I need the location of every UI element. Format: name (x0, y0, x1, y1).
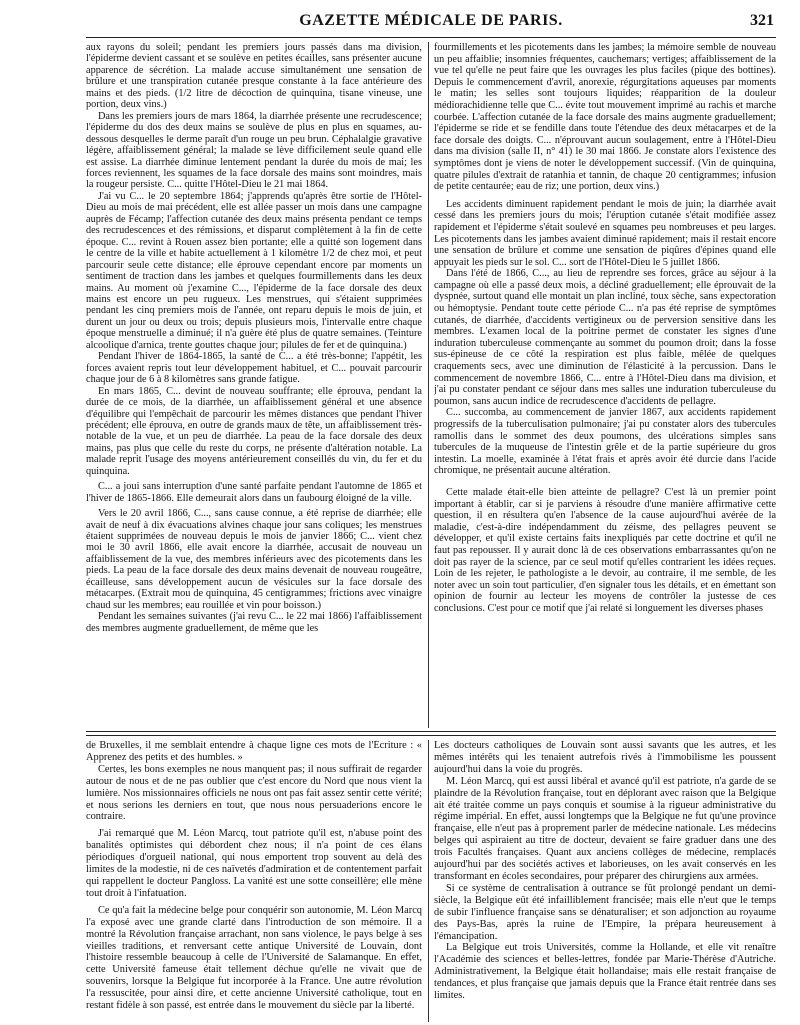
paragraph: Pendant les semaines suivantes (j'ai revu C... le 22 mai 1866) l'affaiblissement des membres augmente graduellement, de même que les (86, 611, 422, 634)
paragraph: Les accidents diminuent rapidement pendant le mois de juin; la diarrhée avait cessé dans les premiers jours du mois; l'éruption cutanée s'était modifiée assez rapidement et l'épiderme s'était soulevé en squames peu nombreuses et peu larges. Les picotements dans les jambes avaient diminué rapidement; mais il restait encore une sensation de brûlure et comme une sensation de piqûres d'épines quand elle appuyait les pieds sur le sol. C... sort de l'Hôtel-Dieu le 5 juillet 1866. (434, 198, 776, 268)
paragraph: Certes, les bons exemples ne nous manquent pas; il nous suffirait de regarder autour de nous et de ne pas oublier que c'est encore du Nord que nous vient la lumière. Nos missionnaires officiels ne nous ont pas fait assez sentir cette vérité; et nous serions les derniers en tout, que nous nous persuaderions encore le contraire. (86, 763, 422, 823)
paragraph: Dans les premiers jours de mars 1864, la diarrhée présente une recrudescence; l'épiderme du dos des deux mains se soulève de plus en plus en squames, au-dessous desquelles le derme paraît d'un rouge un peu brun. Céphalalgie gravative légère, affaiblissement général; la malade se lève difficilement seule quand elle est assise. La diarrhée diminue lentement pendant la durée du mois de mai; les forces reviennent, les squames de la face dorsale des mains sont moindres, mais la rougeur persiste. C... quitte l'Hôtel-Dieu le 21 mai 1864. (86, 110, 422, 191)
newspaper-page (86, 0, 776, 1025)
page-number: 321 (750, 12, 774, 29)
paragraph: En mars 1865, C... devint de nouveau souffrante; elle éprouva, pendant la durée de ce mois, de la diarrhée, un affaiblissement général et une absence d'équilibre qui l'empêchait de parcourir les mêmes distances que pendant l'hiver précédent; elle éprouva, en outre de grands maux de tête, un affaiblissement très-notable de la vue, et un peu de diarrhée. La peau de la face dorsale des deux mains, pas plus que celle du reste du corps, ne présente d'altération notable. La malade reprit l'usage des moyens antérieurement conseillés du vin, du fer et du quinquina. (86, 385, 422, 477)
column-divider (428, 42, 429, 728)
header-rule (86, 37, 776, 38)
bottom-left-column (86, 740, 422, 1022)
paragraph: M. Léon Marcq, qui est aussi libéral et avancé qu'il est patriote, n'a garde de se plaindre de la Révolution française, tout en déplorant avec raison que la Belgique ait été traitée comme un pays conquis et soumise à la rigueur administrative du régime impérial. En effet, aussi longtemps que la Belgique ne fut qu'une province française, elle n'eut pas à proprement parler de médecine nationale. Les médecins belges qui aspiraient au titre de docteur, devaient se faire graduer dans une des trois Facultés françaises. Quant aux anciens collèges de médecine, remplacés aujourd'hui par des sociétés actives et laborieuses, on les avait conservés en les transformant en écoles secondaires, pour préparer des chirurgiens aux armées. (434, 775, 776, 882)
paragraph: Si ce système de centralisation à outrance se fût prolongé pendant un demi-siècle, la Belgique eût été infailliblement francisée; mais elle n'eut que le temps de subir l'influence française sans se dénaturaliser; et son adjonction au royaume des Pays-Bas, après la ruine de l'Empire, la prépara heureusement à l'émancipation. (434, 882, 776, 942)
paragraph: aux rayons du soleil; pendant les premiers jours passés dans ma division, l'épiderme devient cassant et se soulève en petites écailles, sans présenter aucune apparence de sécrétion. La malade accuse simultanément une sensation de brûlure et une transpiration cutanée presque constante à la face antérieure des mains et des pieds. (1/2 litre de décoction de quinquina, tisane vineuse, une portion, deux vins.) (86, 42, 422, 111)
paragraph: Dans l'été de 1866, C..., au lieu de reprendre ses forces, grâce au séjour à la campagne où elle a passé deux mois, a décliné graduellement; elle éprouvait de la dyspnée, surtout quand elle montait un plan incliné, toux sèche, sans expectoration ou hémoptysie. Pendant toute cette période C... n'a pas été reprise de symptômes cutanés, de diarrhée, d'accidents vertigineux ou de perversion sensitive dans les membres. L'examen local de la poitrine permet de constater les signes d'une induration tuberculeuse commençante au sommet du poumon droit; dans la fosse sus-épineuse de ce côté la respiration est plus faible, mêlée de quelques craquements secs, avec une diminution de l'élasticité à la percussion. Dans le commencement de novembre 1866, C... entre à l'Hôtel-Dieu dans ma division, et j'ai pu constater pendant ce séjour dans mes salles une induration tuberculeuse du poumon, sans aucun indice de recrudescence d'accidents de pellagre. (434, 268, 776, 407)
page-header (86, 10, 776, 32)
paragraph: La Belgique eut trois Universités, comme la Hollande, et elle vit renaître l'Académie des sciences et belles-lettres, fondée par Marie-Thérèse d'Autriche. Administrativement, la Belgique était hollandaise; mais elle restait française de tendances, et plus française que jamais depuis que la France était rentrée dans ses limites. (434, 942, 776, 1002)
paragraph: fourmillements et les picotements dans les jambes; la mémoire semble de nouveau un peu affaiblie; insomnies fréquentes, cauchemars; vertiges; affaiblissement de la vue tel qu'elle ne peut faire que les ouvrages les plus faciles (pique des bottines). Depuis le commencement d'avril, anorexie, régurgitations aqueuses par moments le matin; les selles sont toujours liquides; réapparition de la douleur médiorachidienne telle que C... évite tout mouvement imprimé au rachis et marche courbée. L'affection cutanée de la face dorsale des mains augmente graduellement; l'épiderme se ride et se fendille dans toute l'étendue des deux métacarpes et de la face dorsale des doigts. C... n'éprouvant aucun soulagement, entre à l'Hôtel-Dieu dans ma division (salle II, n° 41) le 30 mai 1866. Je constate alors l'existence des symptômes dont je viens de noter le développement successif. (Vin de quinquina, quatre pilules d'extrait de ratanhia et tannin, de chaque 20 centigrammes; infusion de petite centaurée; eau de riz; une portion, deux vins.) (434, 42, 776, 193)
paragraph: de Bruxelles, il me semblait entendre à chaque ligne ces mots de l'Écriture : « Apprenez des petits et des humbles. » (86, 740, 422, 763)
paragraph: Vers le 20 avril 1866, C..., sans cause connue, a été reprise de diarrhée; elle avait de neuf à dix évacuations alvines chaque jour sans coliques; les menstrues étaient supprimées de nouveau depuis le mois de janvier 1866; C... vient chez moi le 30 avril 1866, elle avait encore la diarrhée, accusait de nouveau un affaiblissement de la vue, des membres inférieurs avec des picotements dans les pieds. La peau de la face dorsale des deux mains devenait de nouveau rougeâtre, écailleuse, sans développement aucun de vésicules sur la face dorsale des métacarpes. (Extrait mou de quinquina, 45 centigrammes; frictions avec vinaigre chaud sur les membres; eau rouillée et vin pour boisson.) (86, 508, 422, 611)
paragraph: C... a joui sans interruption d'une santé parfaite pendant l'automne de 1865 et l'hiver de 1865-1866. Elle demeurait alors dans un faubourg éloigné de la ville. (86, 481, 422, 504)
paragraph: Pendant l'hiver de 1864-1865, la santé de C... a été très-bonne; l'appétit, les forces avaient repris tout leur développement habituel, et C... pouvait parcourir chaque jour de 6 à 8 kilomètres sans grande fatigue. (86, 351, 422, 386)
section-double-rule (86, 731, 776, 736)
paragraph: C... succomba, au commencement de janvier 1867, aux accidents rapidement progressifs de la tuberculisation pulmonaire; j'ai pu constater alors des tubercules ramollis dans le sommet des deux poumons, des ulcérations simples sans tubercules de la muqueuse de l'intestin grêle et de la partie supérieure du gros intestin. La moelle, examinée à l'état frais et après avoir été durcie dans l'acide chromique, ne présentait aucune altération. (434, 407, 776, 477)
paragraph: Les docteurs catholiques de Louvain sont aussi savants que les autres, et les mêmes intérêts qui les tenaient autrefois rivés à l'immobilisme les poussent aujourd'hui dans la voie du progrès. (434, 740, 776, 775)
top-right-column (434, 42, 776, 728)
top-left-column (86, 42, 422, 727)
bottom-right-column (434, 740, 776, 1022)
paragraph: J'ai vu C... le 20 septembre 1864; j'apprends qu'après être sortie de l'Hôtel-Dieu au mois de mai précédent, elle est allée passer un mois dans une campagne auprès de Fécamp; l'affection cutanée des deux mains présenta pendant ce temps des recrudescences et des rémissions, et disparut complètement à la fin de cette époque. C... revint à Rouen assez bien portante; elle a quitté son logement dans le centre de la ville et habite actuellement à 1 kilomètre 1/2 de chez moi, et peut parcourir seule cette distance; elle éprouve cependant encore par moments un sentiment de traction dans les jambes et quelques fourmillements dans les deux mains. Au moment où j'examine C..., l'épiderme de la face dorsale des deux mains est encore un peu rugueux. Les menstrues, qui s'étaient supprimées pendant les cinq premiers mois de l'année, ont reparu depuis le mois de juin, et durent un jour ou deux ou trois; depuis plusieurs mois, l'intervalle entre chaque époque menstruelle a diminué; il n'a guère été plus de quatre semaines. (Teinture alcoolique d'arnica, trente gouttes chaque jour; pilules de fer et de quinquina.) (86, 190, 422, 351)
bottom-column-divider (428, 740, 429, 1022)
paragraph: Cette malade était-elle bien atteinte de pellagre? C'est là un premier point important à établir, car si je parviens à résoudre d'une manière affirmative cette question, il en résultera qu'en l'absence de la cause aujourd'hui avérée de la maladie, c'est-à-dire indépendamment du zéisme, des pellagres peuvent se développer, et qu'il existe certains faits inexpliqués par cette doctrine et qu'il ne faut pas repousser. Il y aurait donc là de ces observations embarrassantes qu'on ne doit pas rayer de la science, par ce seul motif qu'elles contrarient les idées reçues. Loin de les rejeter, le pathologiste a le devoir, au contraire, il me semble, de les noter avec un soin tout particulier, d'en signaler tous les détails, et en émettant son opinion de fournir au lecteur les moyens de contrôler la justesse de ces conclusions. C'est pour ce motif que j'ai relaté si longuement les diverses phases (434, 486, 776, 614)
journal-title: GAZETTE MÉDICALE DE PARIS. (299, 12, 563, 29)
paragraph: J'ai remarqué que M. Léon Marcq, tout patriote qu'il est, n'abuse point des banalités optimistes qui débordent chez nous; il n'a point de ces élans périodiques d'orgueil national, qui nous emportent trop souvent au delà des limites de la modestie, ni de ces naïvetés d'admiration et de contentement parfait qui rappellent le docteur Pangloss. La vanité est une sotte conseillère; elle mène tout droit à l'infatuation. (86, 828, 422, 899)
paragraph: Ce qu'a fait la médecine belge pour conquérir son autonomie, M. Léon Marcq l'a exposé avec une grande clarté dans l'introduction de son mémoire. Il a montré la Révolution française arrachant, non sans violence, le pays belge à ses vieilles traditions, et renversant cette antique Université de Louvain, dont l'histoire ressemble beaucoup à celle de l'Université de Salamanque. En effet, cette Université fameuse était tellement déchue qu'elle ne vivait que de souvenirs, lorsque la Belgique fut incorporée à la France. Une autre révolution l'a ressuscitée, pour ainsi dire, et cette ancienne Université catholique, tout en restant fidèle à son passé, est entrée dans le mouvement du siècle par la liberté. (86, 904, 422, 1012)
